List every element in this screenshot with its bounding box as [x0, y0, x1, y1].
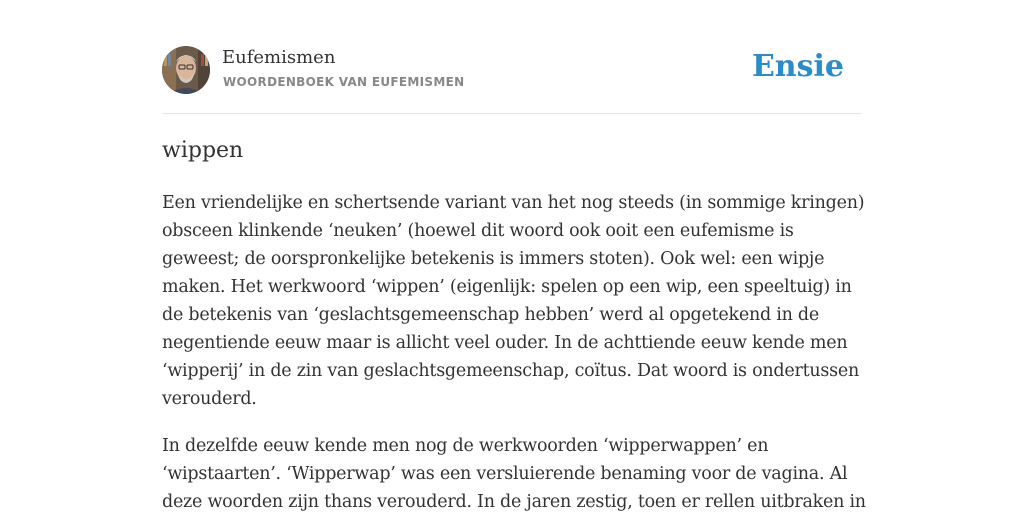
text-line: obsceen klinkende ‘neuken’ (hoewel dit woord ook ooit een eufemisme is	[162, 221, 794, 241]
text-line: geweest; de oorspronkelijke betekenis is immers stoten). Ook wel: een wipje	[162, 249, 825, 269]
source-subtitle: WOORDENBOEK VAN EUFEMISMEN	[223, 75, 465, 89]
paragraph	[162, 189, 865, 413]
ensie-logo[interactable]: Ensie	[751, 49, 844, 84]
text-line: deze woorden zijn thans verouderd. In de jaren zestig, toen er rellen uitbraken in	[162, 492, 866, 512]
source-header	[162, 46, 862, 114]
entry-body	[162, 189, 866, 512]
text-line: ‘wipstaarten’. ‘Wipperwap’ was een versluierende benaming voor de vagina. Al	[162, 464, 848, 484]
text-line: ‘wipperij’ in de zin van geslachtsgemeenschap, coïtus. Dat woord is ondertussen	[162, 361, 859, 381]
text-line: Een vriendelijke en schertsende variant van het nog steeds (in sommige kringen)	[162, 193, 865, 213]
text-line: negentiende eeuw maar is allicht veel ouder. In de achttiende eeuw kende men	[162, 333, 848, 353]
source-name-link[interactable]: Eufemismen	[222, 47, 336, 68]
text-line: maken. Het werkwoord ‘wippen’ (eigenlijk: spelen op een wip, een speeltuig) in	[162, 277, 852, 297]
text-line: de betekenis van ‘geslachtsgemeenschap hebben’ werd al opgetekend in de	[162, 305, 819, 325]
author-avatar-icon[interactable]	[162, 46, 210, 94]
entry-title: wippen	[162, 138, 244, 163]
text-line: verouderd.	[162, 389, 257, 409]
text-line: In dezelfde eeuw kende men nog de werkwoorden ‘wipperwappen’ en	[162, 436, 769, 456]
paragraph	[162, 432, 866, 512]
